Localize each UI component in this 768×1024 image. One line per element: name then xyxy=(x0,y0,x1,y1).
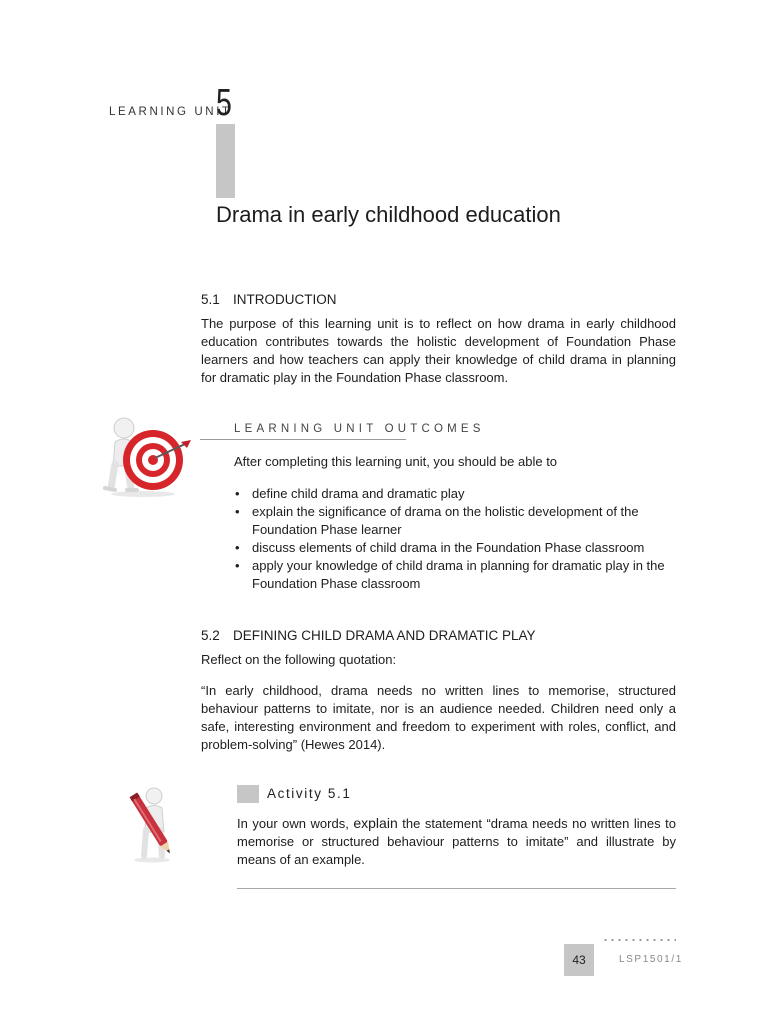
activity-text-start: In your own words, xyxy=(237,816,354,831)
footer-dots xyxy=(602,938,676,942)
learning-unit-label: LEARNING UNIT xyxy=(109,106,232,118)
introduction-paragraph: The purpose of this learning unit is to reflect on how drama in early childhood education contributes towards the holistic development of Foundation Phase learners and how teachers can apply their knowledge of child drama in planning for dramatic play in the Foundation Phase classroom. xyxy=(201,316,676,385)
activity-instruction xyxy=(237,814,676,869)
section-5-2-intro: Reflect on the following quotation: xyxy=(201,652,397,667)
section-5-1-number: 5.1 xyxy=(201,292,220,307)
outcome-item: • explain the significance of drama on the holistic development of the Foundation Phase learner xyxy=(234,503,678,539)
outcomes-list xyxy=(234,485,678,593)
section-5-2-number: 5.2 xyxy=(201,628,220,643)
activity-text-end: the statement “drama needs no written lines to memorise or structured behaviour patterns to imitate” and illustrate by means of an example. xyxy=(237,816,676,867)
outcome-item: • discuss elements of child drama in the Foundation Phase classroom xyxy=(234,539,678,557)
outcomes-intro: After completing this learning unit, you should be able to xyxy=(234,454,558,469)
figure-with-pencil-icon xyxy=(124,784,178,864)
course-code: LSP1501/1 xyxy=(619,954,683,965)
outcome-item: • apply your knowledge of child drama in planning for dramatic play in the Foundation Phase classroom xyxy=(234,557,678,593)
learning-unit-number: 5 xyxy=(216,82,232,124)
page-title: Drama in early childhood education xyxy=(216,202,561,227)
unit-accent-bar xyxy=(216,124,235,198)
section-5-1-heading xyxy=(201,292,337,307)
hewes-quotation: “In early childhood, drama needs no written lines to memorise, structured behaviour patterns to imitate, nor is an audience needed. Children need only a safe, interesting environment and freedom to experiment with roles, conflict, and problem-solving” (Hewes 2014). xyxy=(201,683,676,752)
figure-with-target-icon xyxy=(97,414,195,498)
activity-text-emphasis: explain xyxy=(353,815,398,831)
outcome-item: • define child drama and dramatic play xyxy=(234,485,678,503)
activity-title: Activity 5.1 xyxy=(267,786,352,801)
page-number: 43 xyxy=(572,953,586,967)
section-5-2-heading xyxy=(201,628,536,643)
outcomes-divider xyxy=(200,439,406,440)
activity-marker xyxy=(237,785,259,803)
section-5-2-title: DEFINING CHILD DRAMA AND DRAMATIC PLAY xyxy=(233,628,536,643)
outcomes-heading: LEARNING UNIT OUTCOMES xyxy=(234,423,485,435)
activity-divider xyxy=(237,888,676,889)
section-5-1-title: INTRODUCTION xyxy=(233,292,337,307)
